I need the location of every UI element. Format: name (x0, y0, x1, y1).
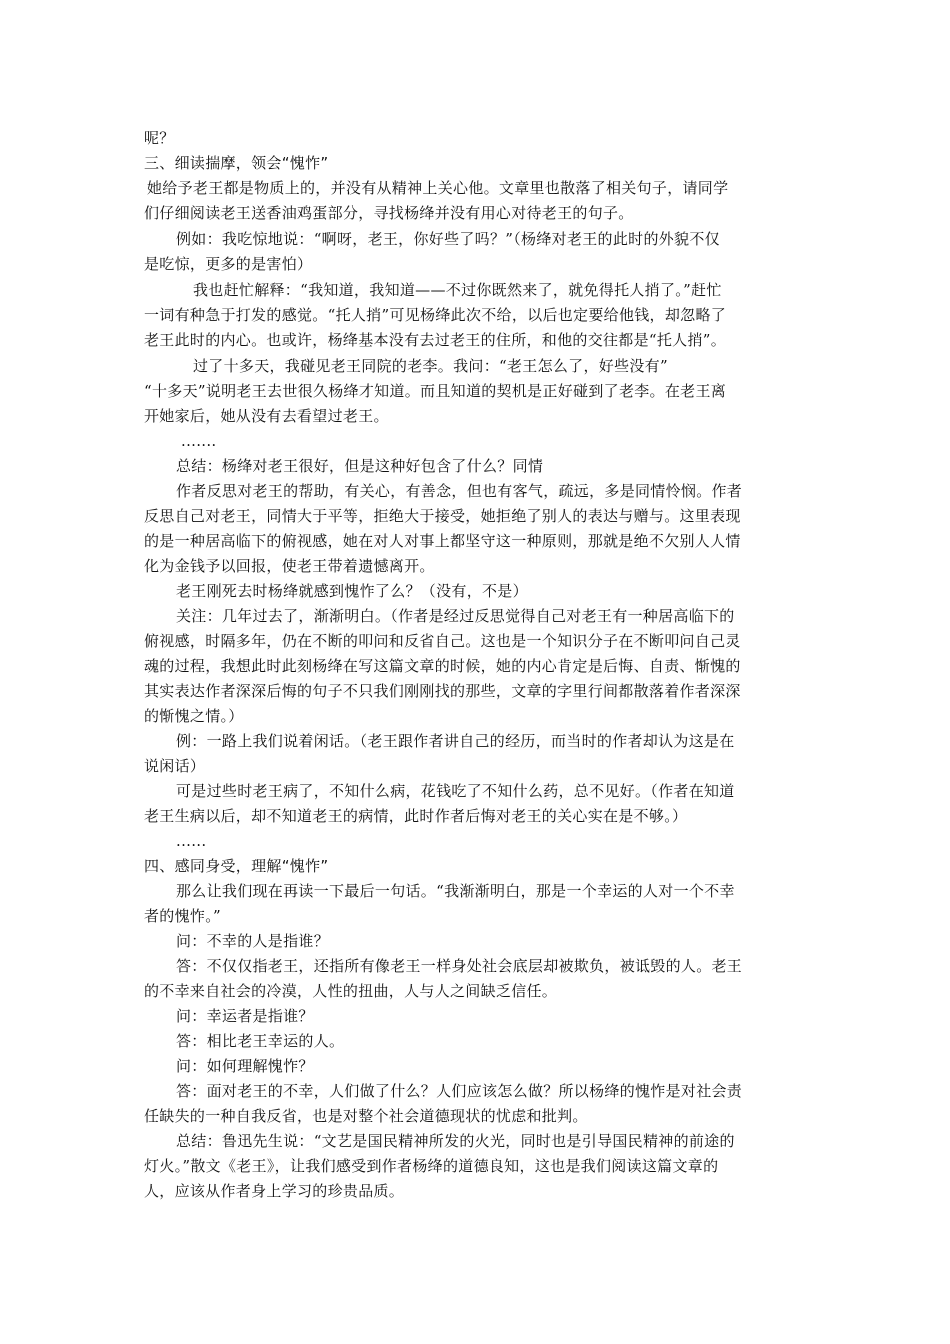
text-line: 老王刚死去时杨绛就感到愧怍了么？（没有，不是） (176, 582, 528, 600)
ellipsis-line: ....... (181, 432, 217, 450)
text-line: 的惭愧之情。） (144, 707, 244, 725)
text-line: 总结：杨绛对老王很好，但是这种好包含了什么？同情 (176, 457, 544, 475)
text-line: 者的愧怍。” (144, 907, 221, 925)
text-line: 一词有种急于打发的感觉。“托人捎”可见杨绛此次不给，以后也定要给他钱，却忽略了 (144, 306, 727, 324)
text-line: 问：如何理解愧怍？ (176, 1057, 314, 1075)
text-line: 开她家后，她从没有去看望过老王。 (144, 407, 389, 425)
text-line: 呢？ (144, 129, 175, 147)
text-line: 答：不仅仅指老王，还指所有像老王一样身处社会底层却被欺负，被诋毁的人。老王 (176, 957, 743, 975)
text-line: 俯视感，时隔多年，仍在不断的叩问和反省自己。这也是一个知识分子在不断叩问自己灵 (144, 632, 741, 650)
text-line: 们仔细阅读老王送香油鸡蛋部分，寻找杨绛并没有用心对待老王的句子。 (144, 204, 634, 222)
text-line: 我也赶忙解释：“我知道，我知道——不过你既然来了，就免得托人捎了。”赶忙 (193, 281, 722, 299)
section-heading: 四、感同身受，理解“愧怍” (144, 857, 329, 875)
text-line: 其实表达作者深深后悔的句子不只我们刚刚找的那些，文章的字里行间都散落着作者深深 (144, 682, 741, 700)
text-line: 的不幸来自社会的冷漠，人性的扭曲，人与人之间缺乏信任。 (144, 982, 558, 1000)
text-line: 问：幸运者是指谁？ (176, 1007, 314, 1025)
ellipsis-line: ...... (176, 832, 207, 850)
text-line: 反思自己对老王，同情大于平等，拒绝大于接受，她拒绝了别人的表达与赠与。这里表现 (144, 507, 741, 525)
text-line: “十多天”说明老王去世很久杨绛才知道。而且知道的契机是正好碰到了老李。在老王离 (144, 382, 727, 400)
text-line: 答：相比老王幸运的人。 (176, 1032, 345, 1050)
text-line: 可是过些时老王病了，不知什么病，花钱吃了不知什么药，总不见好。（作者在知道 (176, 782, 735, 800)
text-line: 人，应该从作者身上学习的珍贵品质。 (144, 1182, 405, 1200)
text-line: 关注：几年过去了，渐渐明白。（作者是经过反思觉得自己对老王有一种居高临下的 (176, 607, 735, 625)
text-line: 那么让我们现在再读一下最后一句话。“我渐渐明白，那是一个幸运的人对一个不幸 (176, 882, 735, 900)
text-line: 她给予老王都是物质上的，并没有从精神上关心他。文章里也散落了相关句子，请同学 (147, 179, 729, 197)
text-line: 说闲话） (144, 757, 206, 775)
text-line: 过了十多天，我碰见老王同院的老李。我问：“老王怎么了，好些没有” (193, 357, 668, 375)
text-line: 问：不幸的人是指谁？ (176, 932, 330, 950)
text-line: 的是一种居高临下的俯视感，她在对人对事上都坚守这一种原则，那就是绝不欠别人人情 (144, 532, 741, 550)
section-heading: 三、细读揣摩，领会“愧怍” (144, 154, 329, 172)
text-line: 答：面对老王的不幸，人们做了什么？人们应该怎么做？所以杨绛的愧怍是对社会责 (176, 1082, 743, 1100)
text-line: 例如：我吃惊地说：“啊呀，老王，你好些了吗？”（杨绛对老王的此时的外貌不仅 (176, 230, 720, 248)
text-line: 老王生病以后，却不知道老王的病情，此时作者后悔对老王的关心实在是不够。） (144, 807, 688, 825)
text-line: 灯火。”散文《老王》，让我们感受到作者杨绛的道德良知，这也是我们阅读这篇文章的 (144, 1157, 719, 1175)
text-line: 任缺失的一种自我反省，也是对整个社会道德现状的忧虑和批判。 (144, 1107, 588, 1125)
text-line: 总结：鲁迅先生说：“文艺是国民精神所发的火光，同时也是引导国民精神的前途的 (176, 1132, 735, 1150)
text-line: 例：一路上我们说着闲话。（老王跟作者讲自己的经历，而当时的作者却认为这是在 (176, 732, 735, 750)
text-line: 魂的过程，我想此时此刻杨绛在写这篇文章的时候，她的内心肯定是后悔、自责、惭愧的 (144, 657, 741, 675)
text-line: 化为金钱予以回报，使老王带着遗憾离开。 (144, 557, 435, 575)
text-line: 是吃惊，更多的是害怕） (144, 255, 313, 273)
text-line: 老王此时的内心。也或许，杨绛基本没有去过老王的住所，和他的交往都是“托人捎”。 (144, 331, 727, 349)
text-line: 作者反思对老王的帮助，有关心，有善念，但也有客气，疏远，多是同情怜悯。作者 (176, 482, 743, 500)
